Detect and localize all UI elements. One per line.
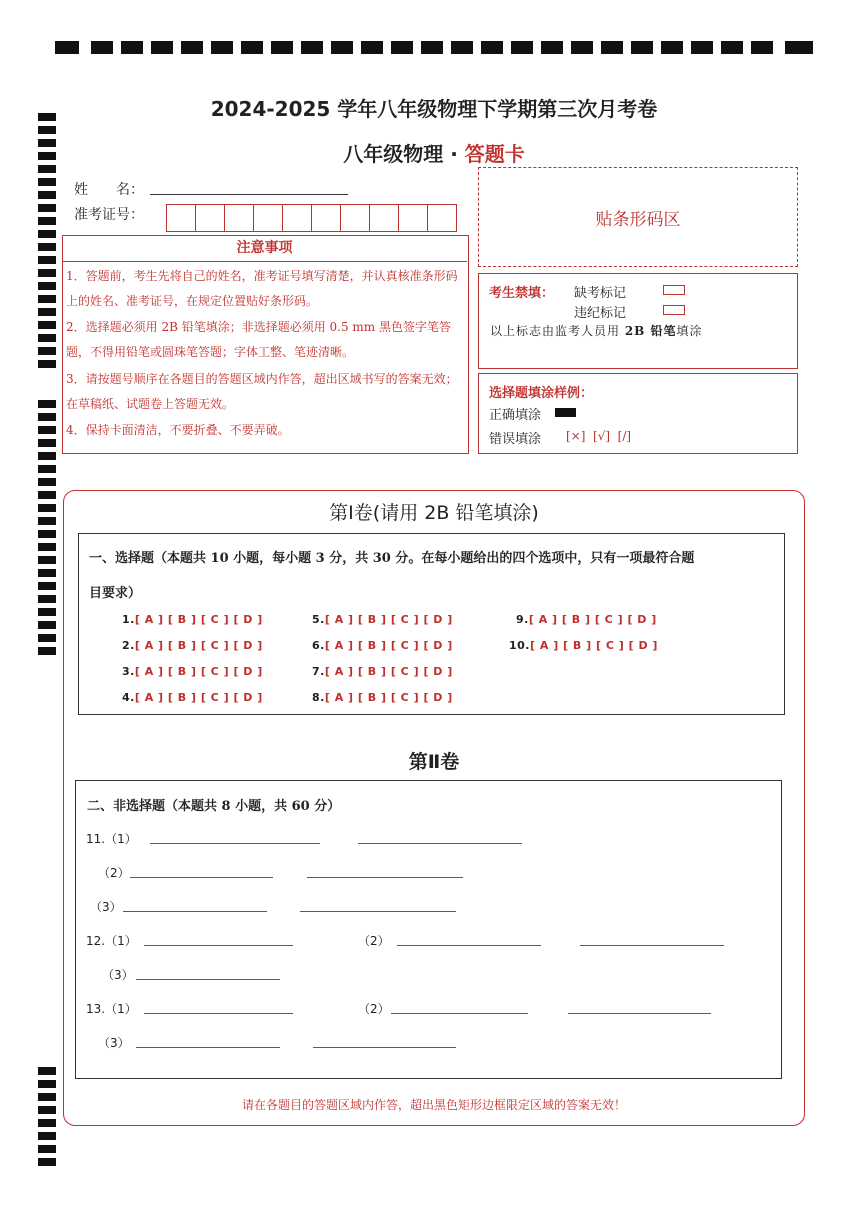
- mc-question-1[interactable]: 1.[ A ] [ B ] [ C ] [ D ]: [122, 613, 263, 626]
- sample-filled-mark: [555, 408, 576, 417]
- part1-section-line2: 目要求）: [89, 586, 142, 601]
- note-item-1: 1．答题前，考生先将自己的姓名，准考证号填写清楚，并认真核准条形码上的姓名、准考证号，在规定位置贴好条形码。: [66, 269, 458, 308]
- sample-correct-label: 正确填涂: [489, 408, 542, 423]
- q12-1-answer-line[interactable]: [144, 945, 293, 946]
- q11-2-answer-line-a[interactable]: [130, 877, 273, 878]
- note-item-2: 2．选择题必须用 2B 铅笔填涂；非选择题必须用 0.5 mm 黑色签字笔答题，不得用铅笔或圆珠笔答题；字体工整、笔迹清晰。: [66, 320, 452, 359]
- name-label: 姓 名：: [74, 182, 144, 198]
- mc-question-5[interactable]: 5.[ A ] [ B ] [ C ] [ D ]: [312, 613, 453, 626]
- part2-section: 二、非选择题（本题共 8 小题，共 60 分）: [87, 799, 341, 814]
- part1-section-line1: 一、选择题（本题共 10 小题，每小题 3 分，共 30 分。在每小题给出的四个选项中，只有一项最符合题: [89, 551, 695, 566]
- q11-1-answer-line-a[interactable]: [150, 843, 320, 844]
- exam-id-label: 准考证号：: [74, 207, 144, 223]
- exam-id-boxes[interactable]: [166, 204, 457, 232]
- barcode-area: [478, 167, 798, 267]
- q11-2-label: （2）: [98, 866, 130, 880]
- q11-1-label: 11.（1）: [86, 832, 137, 846]
- name-field[interactable]: [150, 193, 348, 195]
- top-timing-marks: [55, 41, 815, 56]
- mc-question-7[interactable]: 7.[ A ] [ B ] [ C ] [ D ]: [312, 665, 453, 678]
- forbidden-note-post: 填涂: [676, 324, 703, 338]
- subtitle-prefix: 八年级物理 ·: [343, 142, 465, 166]
- q11-3-answer-line-a[interactable]: [123, 911, 267, 912]
- violation-mark-label: 违纪标记: [574, 306, 627, 321]
- notes-title: 注意事项: [236, 240, 293, 256]
- q13-1-answer-line[interactable]: [144, 1013, 293, 1014]
- subtitle-answer-card: 答题卡: [464, 142, 525, 166]
- q12-2-label: （2）: [358, 934, 390, 948]
- note-item-3: 3．请按题号顺序在各题目的答题区域内作答，超出区域书写的答案无效；在草稿纸、试题卷上答题无效。: [66, 372, 458, 411]
- absent-mark-box[interactable]: [663, 285, 685, 295]
- forbidden-label: 考生禁填：: [489, 286, 555, 301]
- page-title: 2024-2025 学年八年级物理下学期第三次月考卷: [210, 97, 658, 121]
- q12-3-label: （3）: [102, 968, 134, 982]
- q13-1-label: 13.（1）: [86, 1002, 137, 1016]
- q13-2-answer-line-b[interactable]: [568, 1013, 711, 1014]
- q12-2-answer-line-a[interactable]: [397, 945, 541, 946]
- note-item-4: 4．保持卡面清洁，不要折叠、不要弄破。: [66, 423, 290, 437]
- sample-wrong-marks: [×] [√] [/]: [566, 429, 632, 443]
- q11-3-label: （3）: [90, 900, 122, 914]
- mc-question-8[interactable]: 8.[ A ] [ B ] [ C ] [ D ]: [312, 691, 453, 704]
- part2-box: [75, 780, 782, 1079]
- q11-2-answer-line-b[interactable]: [307, 877, 463, 878]
- forbidden-note-pre: 以上标志由监考人员用: [490, 324, 625, 338]
- mc-question-2[interactable]: 2.[ A ] [ B ] [ C ] [ D ]: [122, 639, 263, 652]
- notes-title-bar: [62, 235, 467, 262]
- forbidden-note: [490, 322, 703, 339]
- q12-2-answer-line-b[interactable]: [580, 945, 724, 946]
- subtitle: [0, 138, 868, 167]
- q12-3-answer-line[interactable]: [136, 979, 280, 980]
- footer-warning: 请在各题目的答题区域内作答，超出黑色矩形边框限定区域的答案无效！: [241, 1098, 626, 1112]
- violation-mark-box[interactable]: [663, 305, 685, 315]
- q11-3-answer-line-b[interactable]: [300, 911, 456, 912]
- part2-title: 第Ⅱ卷: [408, 751, 460, 773]
- sample-wrong-label: 错误填涂: [489, 432, 542, 447]
- forbidden-note-bold: 2B 铅笔: [624, 324, 677, 338]
- mc-question-9[interactable]: 9.[ A ] [ B ] [ C ] [ D ]: [516, 613, 657, 626]
- mc-question-6[interactable]: 6.[ A ] [ B ] [ C ] [ D ]: [312, 639, 453, 652]
- q12-1-label: 12.（1）: [86, 934, 137, 948]
- q13-3-label: （3）: [98, 1036, 130, 1050]
- mc-question-4[interactable]: 4.[ A ] [ B ] [ C ] [ D ]: [122, 691, 263, 704]
- mc-question-10[interactable]: 10.[ A ] [ B ] [ C ] [ D ]: [509, 639, 658, 652]
- barcode-label: 贴条形码区: [595, 209, 681, 230]
- absent-mark-label: 缺考标记: [574, 286, 627, 301]
- q13-2-answer-line-a[interactable]: [391, 1013, 528, 1014]
- q13-2-label: （2）: [358, 1002, 390, 1016]
- q13-3-answer-line-a[interactable]: [136, 1047, 280, 1048]
- q13-3-answer-line-b[interactable]: [313, 1047, 456, 1048]
- q11-1-answer-line-b[interactable]: [358, 843, 522, 844]
- part1-title: 第Ⅰ卷(请用 2B 铅笔填涂): [329, 502, 539, 524]
- mc-question-3[interactable]: 3.[ A ] [ B ] [ C ] [ D ]: [122, 665, 263, 678]
- sample-title: 选择题填涂样例：: [489, 386, 594, 401]
